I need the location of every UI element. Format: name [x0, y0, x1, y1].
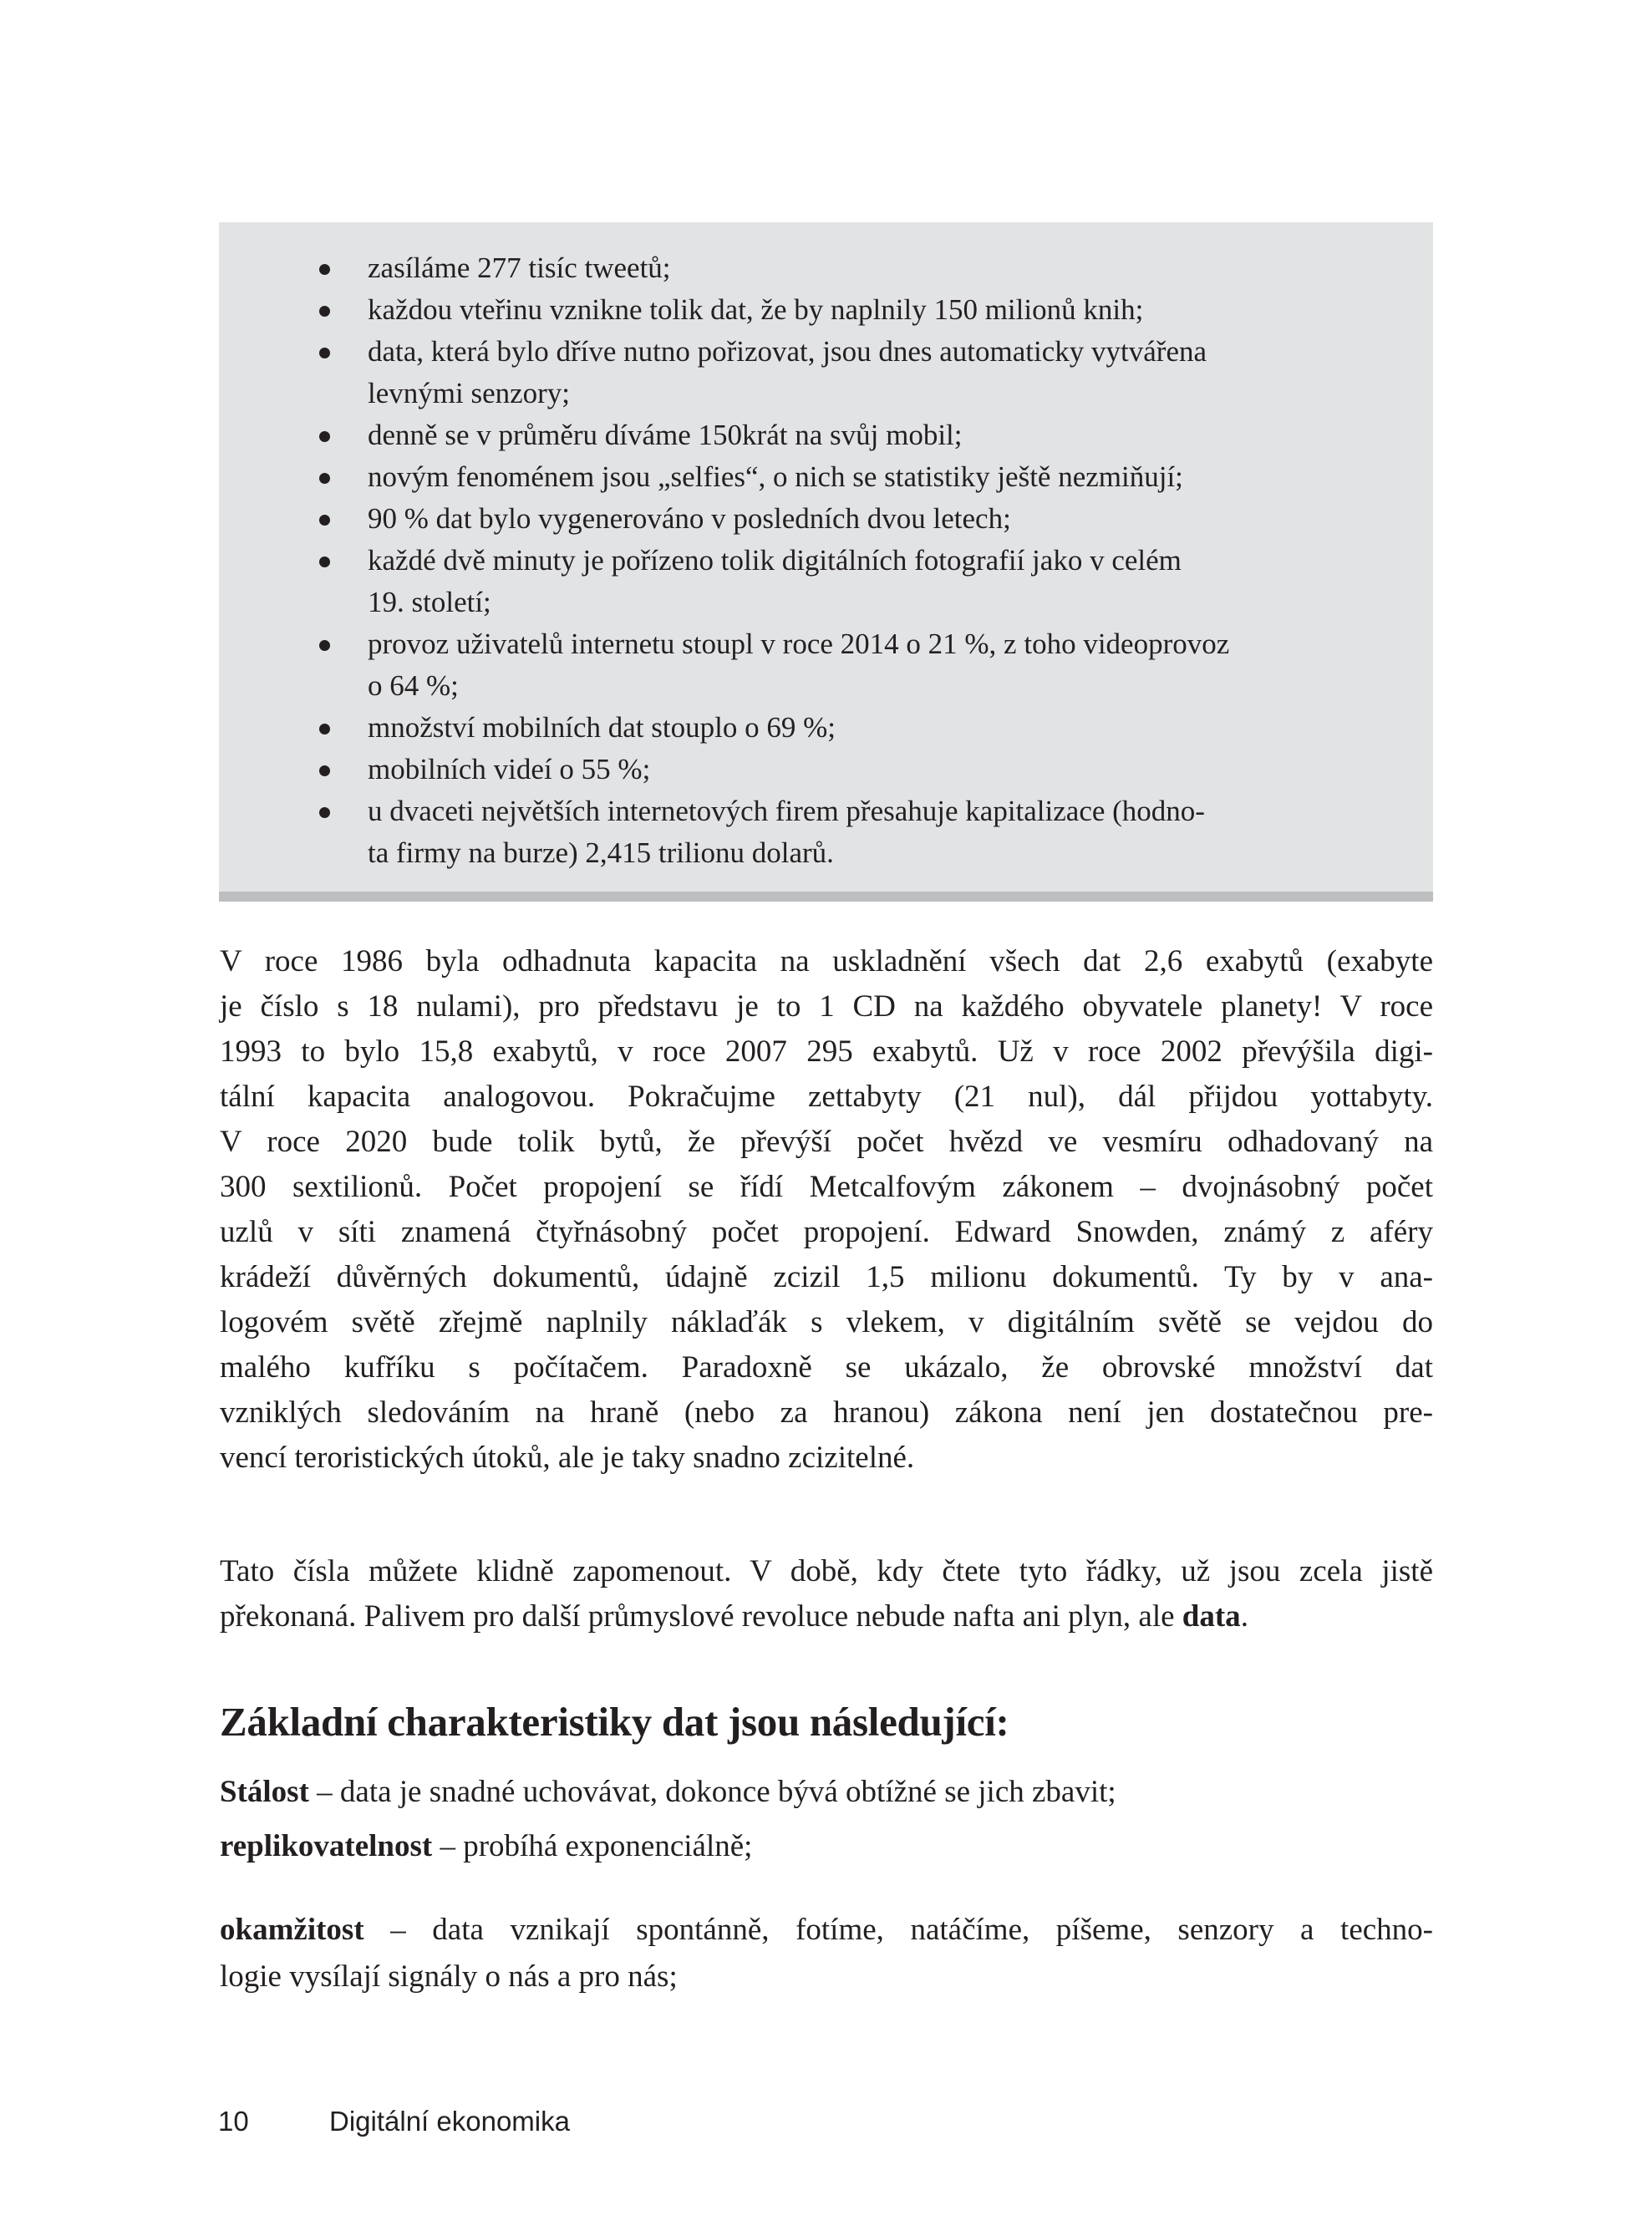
paragraph-line: uzlů v síti znamená čtyřnásobný počet propojení. Edward Snowden, známý z aféry: [220, 1215, 1433, 1249]
list-item-continuation: o 64 %;: [368, 669, 459, 702]
list-item: u dvaceti největších internetových firem přesahuje kapitalizace (hodno-: [368, 795, 1205, 827]
paragraph-text: .: [1240, 1599, 1248, 1634]
bullet-icon: [318, 473, 331, 486]
paragraph-line: V roce 1986 byla odhadnuta kapacita na uskladnění všech dat 2,6 exabytů (exabyte: [220, 944, 1433, 978]
definition-term: replikovatelnost: [220, 1829, 433, 1863]
section-heading: Základní charakteristiky dat jsou následující:: [220, 1699, 1009, 1745]
bullet-icon: [318, 515, 331, 528]
definition-term: okamžitost: [220, 1913, 364, 1947]
paragraph-line: tální kapacita analogovou. Pokračujme zettabyty (21 nul), dál přijdou yottabyty.: [220, 1080, 1433, 1114]
definition-term: Stálost: [220, 1775, 309, 1809]
bullet-icon: [318, 556, 331, 570]
definition-replikovatelnost: [220, 1831, 1433, 1862]
paragraph-text: překonaná. Palivem pro další průmyslové revoluce nebude nafta ani plyn, ale: [220, 1599, 1182, 1634]
list-item: zasíláme 277 tisíc tweetů;: [368, 252, 671, 284]
paragraph-line: [220, 1601, 1433, 1632]
paragraph-line: logovém světě zřejmě naplnily náklaďák s vlekem, v digitálním světě se vejdou do: [220, 1305, 1433, 1339]
definition-text: – data je snadné uchovávat, dokonce bývá obtížné se jich zbavit;: [308, 1775, 1116, 1809]
list-item: novým fenoménem jsou „selfies“, o nich se statistiky ještě nezmiňují;: [368, 460, 1183, 493]
list-item: 90 % dat bylo vygenerováno v posledních dvou letech;: [368, 502, 1011, 535]
list-item-continuation: 19. století;: [368, 586, 491, 618]
list-item: provoz uživatelů internetu stoupl v roce 2014 o 21 %, z toho videoprovoz: [368, 628, 1230, 660]
list-item-continuation: ta firmy na burze) 2,415 trilionu dolarů.: [368, 836, 834, 869]
bullet-icon: [318, 765, 331, 779]
list-item: mobilních videí o 55 %;: [368, 753, 651, 785]
emphasis-data: data: [1182, 1599, 1241, 1634]
list-item: každou vteřinu vznikne tolik dat, že by naplnily 150 milionů knih;: [368, 293, 1144, 326]
list-item: denně se v průměru díváme 150krát na svůj mobil;: [368, 419, 963, 451]
bullet-icon: [318, 264, 331, 277]
page-number: 10: [218, 2106, 249, 2137]
bullet-icon: [318, 348, 331, 361]
paragraph-line: je číslo s 18 nulami), pro představu je to 1 CD na každého obyvatele planety! V roce: [220, 989, 1433, 1024]
definition-okamzitost: [220, 1914, 1433, 1945]
bullet-icon: [318, 807, 331, 821]
paragraph-line: krádeží důvěrných dokumentů, údajně zcizil 1,5 milionu dokumentů. Ty by v ana-: [220, 1260, 1433, 1294]
bullet-icon: [318, 306, 331, 319]
bullet-icon: [318, 640, 331, 653]
list-item: každé dvě minuty je pořízeno tolik digitálních fotografií jako v celém: [368, 544, 1182, 577]
definition-continuation: logie vysílají signály o nás a pro nás;: [220, 1959, 678, 1994]
bullet-icon: [318, 431, 331, 445]
paragraph-line: 300 sextilionů. Počet propojení se řídí Metcalfovým zákonem – dvojnásobný počet: [220, 1170, 1433, 1204]
statistics-box-bottom-rule: [219, 892, 1433, 902]
paragraph-line: malého kufříku s počítačem. Paradoxně se ukázalo, že obrovské množství dat: [220, 1350, 1433, 1385]
paragraph-line: vzniklých sledováním na hraně (nebo za hranou) zákona není jen dostatečnou pre-: [220, 1395, 1433, 1430]
definition-text: – probíhá exponenciálně;: [432, 1829, 753, 1863]
definition-stalost: [220, 1776, 1433, 1807]
paragraph-line: vencí teroristických útoků, ale je taky snadno zcizitelné.: [220, 1441, 915, 1475]
running-footer-title: Digitální ekonomika: [329, 2106, 570, 2137]
list-item-continuation: levnými senzory;: [368, 377, 571, 409]
definition-text: – data vznikají spontánně, fotíme, natáčíme, píšeme, senzory a techno-: [363, 1913, 1433, 1947]
paragraph-line: 1993 to bylo 15,8 exabytů, v roce 2007 295 exabytů. Už v roce 2002 převýšila digi-: [220, 1034, 1433, 1069]
list-item: množství mobilních dat stouplo o 69 %;: [368, 711, 836, 744]
list-item: data, která bylo dříve nutno pořizovat, jsou dnes automaticky vytvářena: [368, 335, 1207, 368]
paragraph-line: Tato čísla můžete klidně zapomenout. V době, kdy čtete tyto řádky, už jsou zcela jistě: [220, 1554, 1433, 1588]
bullet-icon: [318, 724, 331, 737]
paragraph-line: V roce 2020 bude tolik bytů, že převýší počet hvězd ve vesmíru odhadovaný na: [220, 1125, 1433, 1159]
